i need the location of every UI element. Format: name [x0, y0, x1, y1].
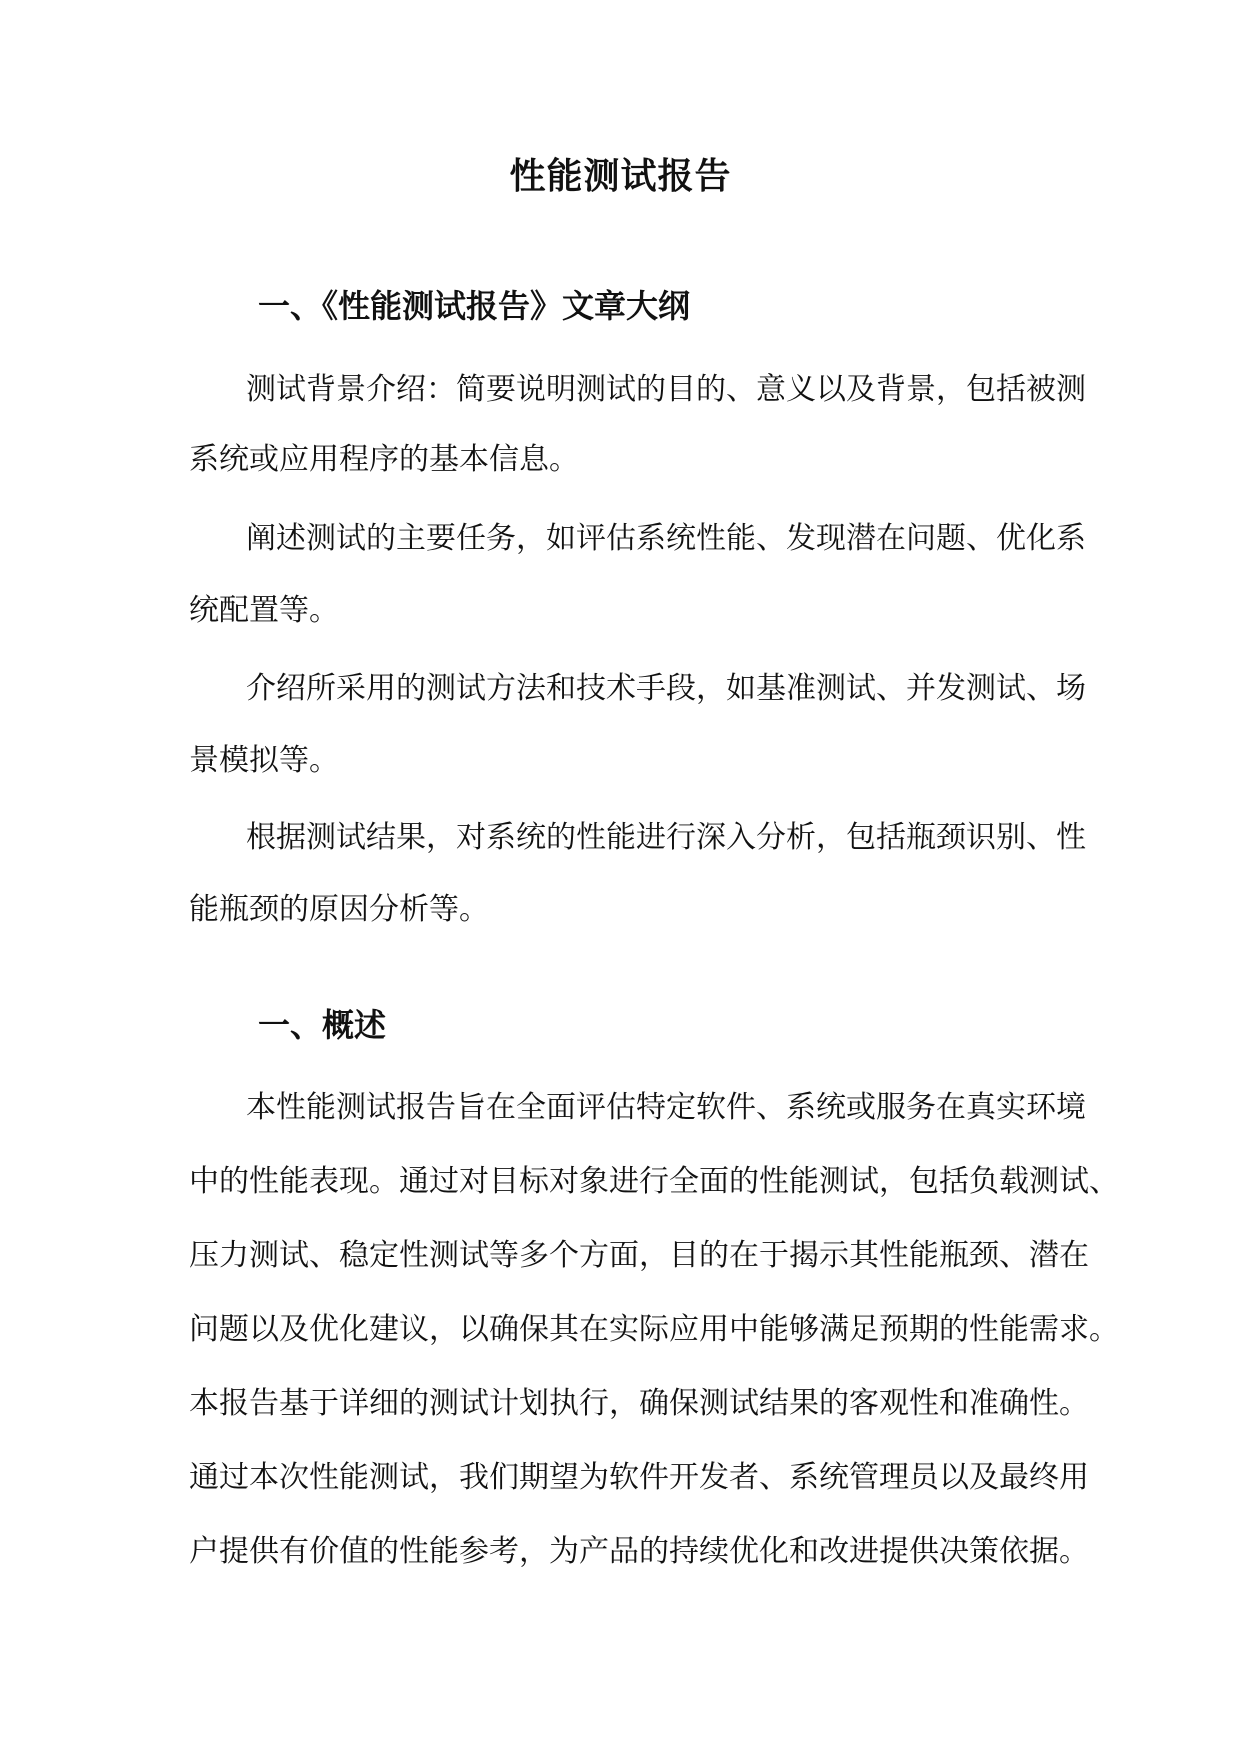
- paragraph-line: 系统或应用程序的基本信息。: [189, 442, 579, 477]
- paragraph-line: 户提供有价值的性能参考，为产品的持续优化和改进提供决策依据。: [189, 1534, 1089, 1569]
- paragraph-line: 本性能测试报告旨在全面评估特定软件、系统或服务在真实环境: [246, 1090, 1086, 1125]
- paragraph-line: 根据测试结果，对系统的性能进行深入分析，包括瓶颈识别、性: [246, 820, 1086, 855]
- paragraph-line: 测试背景介绍：简要说明测试的目的、意义以及背景，包括被测: [246, 372, 1086, 407]
- paragraph-line: 景模拟等。: [189, 743, 339, 778]
- paragraph-line: 介绍所采用的测试方法和技术手段，如基准测试、并发测试、场: [246, 671, 1086, 706]
- paragraph-line: 本报告基于详细的测试计划执行，确保测试结果的客观性和准确性。: [189, 1386, 1089, 1421]
- paragraph-line: 问题以及优化建议，以确保其在实际应用中能够满足预期的性能需求。: [189, 1312, 1119, 1347]
- paragraph-line: 通过本次性能测试，我们期望为软件开发者、系统管理员以及最终用: [189, 1460, 1089, 1495]
- paragraph-line: 中的性能表现。通过对目标对象进行全面的性能测试，包括负载测试、: [189, 1164, 1119, 1199]
- paragraph-line: 能瓶颈的原因分析等。: [189, 892, 489, 927]
- section-heading-outline: 一、《性能测试报告》文章大纲: [258, 287, 691, 325]
- paragraph-line: 压力测试、稳定性测试等多个方面，目的在于揭示其性能瓶颈、潜在: [189, 1238, 1089, 1273]
- section-heading-overview: 一、概述: [258, 1006, 387, 1044]
- paragraph-line: 阐述测试的主要任务，如评估系统性能、发现潜在问题、优化系: [246, 521, 1086, 556]
- paragraph-line: 统配置等。: [189, 593, 339, 628]
- document-title: 性能测试报告: [509, 155, 732, 197]
